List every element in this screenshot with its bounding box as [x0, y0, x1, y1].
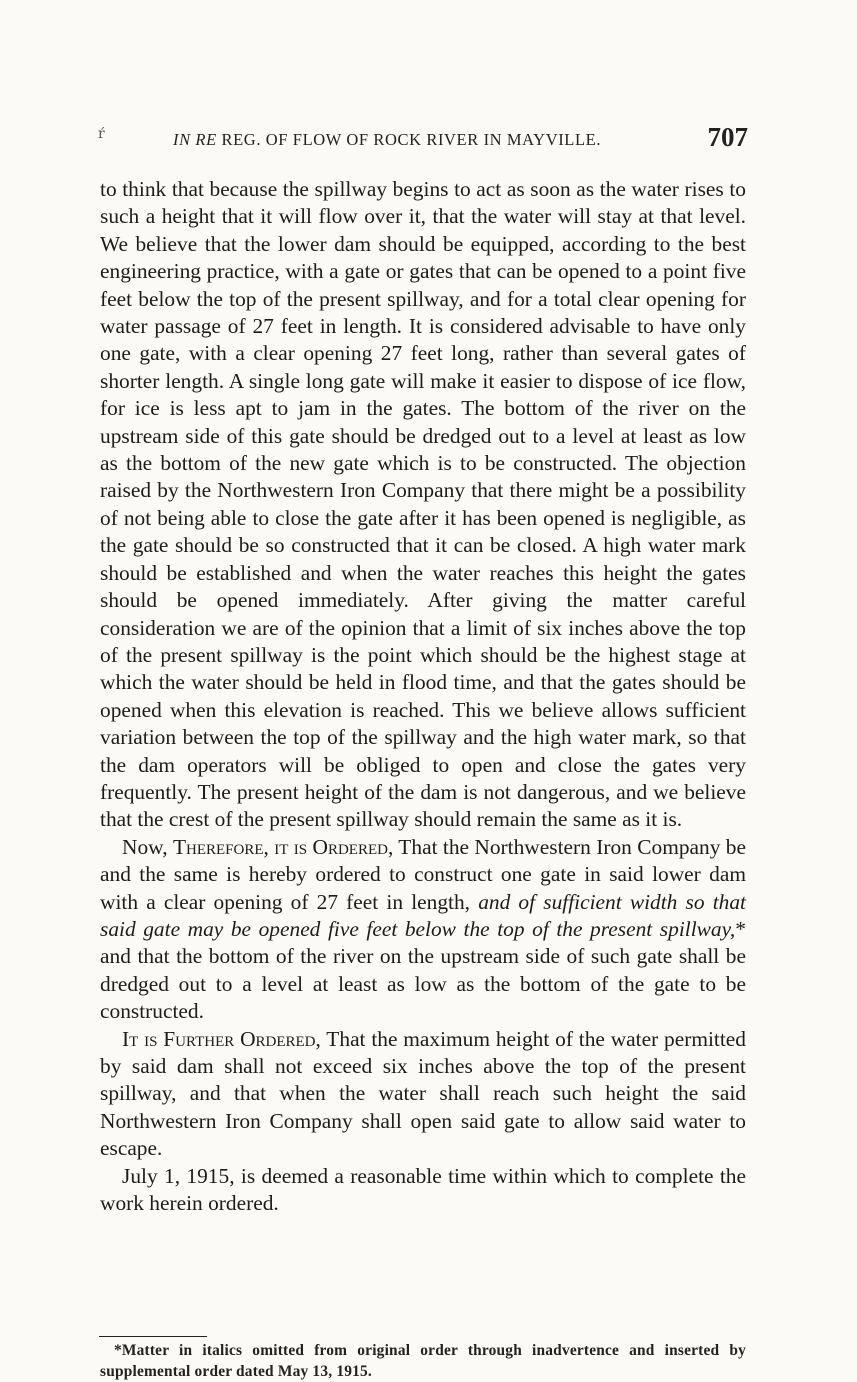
paragraph-deadline: July 1, 1915, is deemed a reasonable time within which to complete the work herein ordered. — [100, 1163, 746, 1216]
body-text — [100, 176, 746, 1217]
further-order-text: That the maximum height of the water permitted by said dam shall not exceed six inches above the top of the present spillway, and that when the water shall reach such height the said Northwestern Iron Company shall open said gate to allow said water to escape. — [100, 1026, 746, 1161]
running-header — [98, 122, 748, 154]
running-title-rest: REG. OF FLOW OF ROCK RIVER IN MAYVILLE. — [216, 130, 602, 149]
order-italic-insert: and of sufficient width so that said gate may be opened five feet below the top of the present spillway, — [100, 889, 746, 941]
footnote — [100, 1340, 746, 1382]
further-order-caps: It is Further Ordered, — [122, 1026, 321, 1051]
page-number: 707 — [707, 122, 748, 152]
order-caps: Therefore, it is Ordered, — [172, 834, 394, 859]
order-text-b: * and that the bottom of the river on the upstream side of such gate shall be dredged out to a level at least as low as the bottom of the gate to be constructed. — [100, 916, 746, 1024]
order-text-a: That the Northwestern Iron Company be and the same is hereby ordered to construct one gate in said lower dam with a clear opening of 27 feet in length, — [100, 834, 746, 914]
footnote-text: *Matter in italics omitted from original order through inadvertence and inserted by supplemental order dated May 13, 1915. — [100, 1342, 746, 1380]
paragraph-further-order — [100, 1026, 746, 1163]
running-title — [173, 130, 601, 150]
paragraph-order — [100, 834, 746, 1026]
order-lead: Now, — [122, 834, 173, 859]
paragraph-continuation: to think that because the spillway begins to act as soon as the water rises to such a height that it will flow over it, that the water will stay at that level. We believe that the lower dam should be equipped, according to the best engineering practice, with a gate or gates that can be opened to a point five feet below the top of the present spillway, and for a total clear opening for water passage of 27 feet in length. It is considered advisable to have only one gate, with a clear opening 27 feet long, rather than several gates of shorter length. A single long gate will make it easier to dispose of ice flow, for ice is less apt to jam in the gates. The bottom of the river on the upstream side of this gate should be dredged out to a level at least as low as the bottom of the new gate which is to be constructed. The objection raised by the Northwestern Iron Company that there might be a possibility of not being able to close the gate after it has been opened is negligible, as the gate should be so constructed that it can be closed. A high water mark should be established and when the water reaches this height the gates should be opened immediately. After giving the matter careful consideration we are of the opinion that a limit of six inches above the top of the present spillway is the point which should be the highest stage at which the water should be held in flood time, and that the gates should be opened when this elevation is reached. This we believe allows sufficient variation between the top of the spillway and the high water mark, so that the dam operators will be obliged to open and close the gates very frequently. The present height of the dam is not dangerous, and we believe that the crest of the present spillway should remain the same as it is. — [100, 177, 746, 832]
running-title-italic: IN RE — [173, 130, 217, 149]
footnote-rule — [99, 1336, 207, 1337]
margin-mark: ŕ — [98, 126, 105, 142]
